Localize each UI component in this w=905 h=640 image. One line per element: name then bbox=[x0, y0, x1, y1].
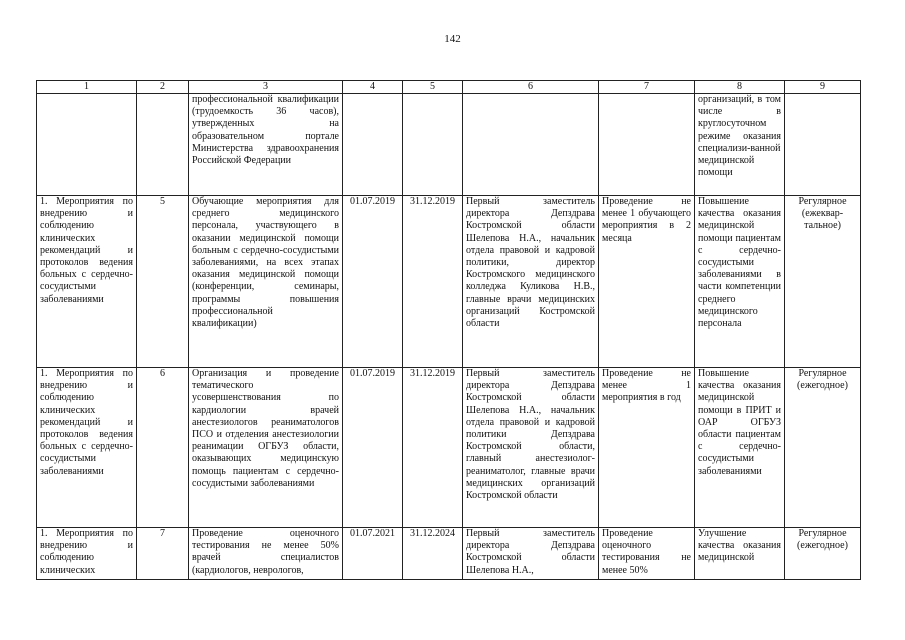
result-cell: организаций, в том числе в круглосуточном режиме оказания специализи-ванной медицинской помощи bbox=[695, 94, 785, 196]
table-row bbox=[37, 196, 861, 368]
end-date-cell: 31.12.2024 bbox=[403, 528, 463, 580]
indicator-cell: Проведение оценочного тестирования не менее 50% bbox=[599, 528, 695, 580]
regularity-cell: Регулярное (ежегодное) bbox=[785, 368, 861, 528]
column-header: 6 bbox=[463, 81, 599, 94]
column-header: 2 bbox=[137, 81, 189, 94]
result-cell: Улучшение качества оказания медицинской bbox=[695, 528, 785, 580]
start-date-cell: 01.07.2021 bbox=[343, 528, 403, 580]
table-row bbox=[37, 368, 861, 528]
measure-group-cell: 1. Мероприятия по внедрению и соблюдению клинических рекомендаций и протоколов ведения больных с сердечно-сосудистыми заболеваниями bbox=[37, 196, 137, 368]
start-date-cell: 01.07.2019 bbox=[343, 196, 403, 368]
activity-cell: профессиональной квалификации (трудоемкость 36 часов), утвержденных на образовательном портале Министерства здравоохранения Российской Федерации bbox=[189, 94, 343, 196]
item-number-cell: 7 bbox=[137, 528, 189, 580]
column-header: 5 bbox=[403, 81, 463, 94]
measure-group-cell bbox=[37, 94, 137, 196]
page-number: 142 bbox=[444, 33, 461, 45]
end-date-cell: 31.12.2019 bbox=[403, 196, 463, 368]
start-date-cell bbox=[343, 94, 403, 196]
activity-cell: Проведение оценочного тестирования не менее 50% врачей специалистов (кардиологов, неврологов, bbox=[189, 528, 343, 580]
measure-group-cell: 1. Мероприятия по внедрению и соблюдению клинических bbox=[37, 528, 137, 580]
indicator-cell: Проведение не менее 1 мероприятия в год bbox=[599, 368, 695, 528]
table-row bbox=[37, 528, 861, 580]
table-header-row bbox=[37, 81, 861, 94]
measure-group-cell: 1. Мероприятия по внедрению и соблюдению клинических рекомендаций и протоколов ведения больных с сердечно-сосудистыми заболеваниями bbox=[37, 368, 137, 528]
regularity-cell bbox=[785, 94, 861, 196]
responsible-cell: Первый заместитель директора Депздрава Костромской области Шелепова Н.А., начальник отдела правовой и кадровой политики Депздрава Костромской области, главный анестезиолог-реаниматолог, главные врачи медицинских организаций Костромской области bbox=[463, 368, 599, 528]
column-header: 4 bbox=[343, 81, 403, 94]
item-number-cell bbox=[137, 94, 189, 196]
column-header: 7 bbox=[599, 81, 695, 94]
end-date-cell bbox=[403, 94, 463, 196]
indicator-cell: Проведение не менее 1 обучающего мероприятия в 2 месяца bbox=[599, 196, 695, 368]
table-row bbox=[37, 94, 861, 196]
column-header: 1 bbox=[37, 81, 137, 94]
end-date-cell: 31.12.2019 bbox=[403, 368, 463, 528]
column-header: 8 bbox=[695, 81, 785, 94]
activity-cell: Организация и проведение тематического усовершенствования по кардиологии врачей анестезиологов реаниматологов ПСО и отделения анестезиологии реанимации ОГБУЗ области, оказывающих медицинскую помощь пациентам с сердечно-сосудистыми заболеваниями bbox=[189, 368, 343, 528]
responsible-cell bbox=[463, 94, 599, 196]
result-cell: Повышение качества оказания медицинской помощи пациентам с сердечно-сосудистыми заболеваниями в части компетенции среднего медицинского персонала bbox=[695, 196, 785, 368]
activity-cell: Обучающие мероприятия для среднего медицинского персонала, участвующего в оказании медицинской помощи больным с сердечно-сосудистыми заболеваниями, на всех этапах оказания медицинской помощи (конференции, семинары, программы повышения профессиональной квалификации) bbox=[189, 196, 343, 368]
regularity-cell: Регулярное (ежегодное) bbox=[785, 528, 861, 580]
column-header: 3 bbox=[189, 81, 343, 94]
start-date-cell: 01.07.2019 bbox=[343, 368, 403, 528]
item-number-cell: 5 bbox=[137, 196, 189, 368]
result-cell: Повышение качества оказания медицинской помощи в ПРИТ и ОАР ОГБУЗ области пациентам с сердечно-сосудистыми заболеваниями bbox=[695, 368, 785, 528]
item-number-cell: 6 bbox=[137, 368, 189, 528]
responsible-cell: Первый заместитель директора Депздрава Костромской области Шелепова Н.А., bbox=[463, 528, 599, 580]
indicator-cell bbox=[599, 94, 695, 196]
column-header: 9 bbox=[785, 81, 861, 94]
regularity-cell: Регулярное (ежеквар-тальное) bbox=[785, 196, 861, 368]
measures-table bbox=[36, 80, 861, 580]
responsible-cell: Первый заместитель директора Депздрава Костромской области Шелепова Н.А., начальник отдела правовой и кадровой политики, директор Костромского медицинского колледжа Куликова Н.В., главные врачи медицинских организаций Костромской области bbox=[463, 196, 599, 368]
